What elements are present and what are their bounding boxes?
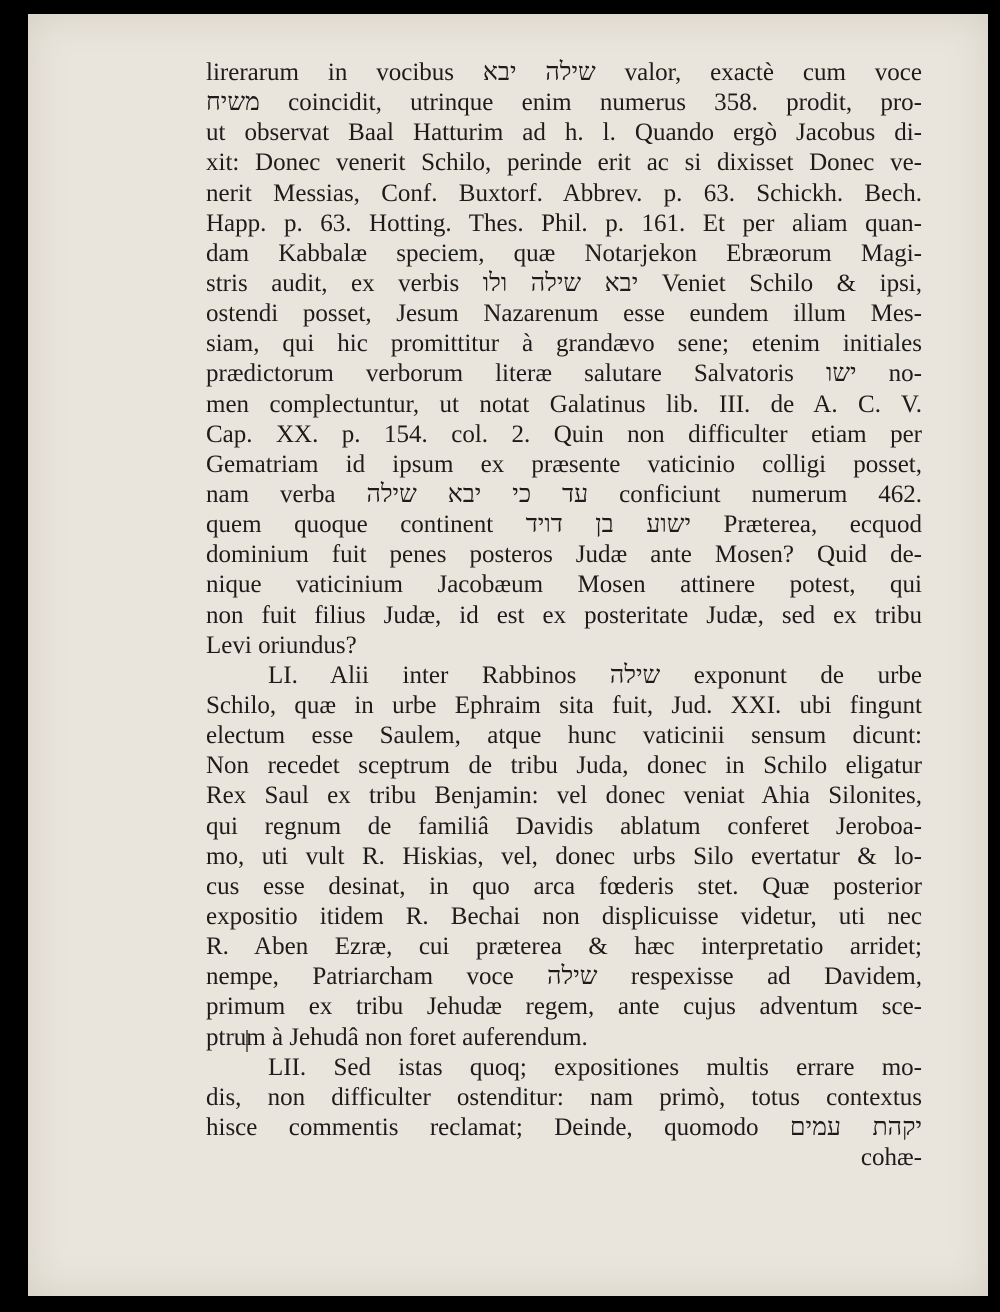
text-line: nam verba עד כי יבא שילה conficiunt numerum 462. (206, 480, 922, 508)
text-line: expositio itidem R. Bechai non displicuisse videtur, uti nec (206, 902, 922, 930)
text-line: electum esse Saulem, atque hunc vaticinii sensum dicunt: (206, 722, 922, 750)
text-line: Non recedet sceptrum de tribu Juda, donec in Schilo eligatur (206, 752, 922, 780)
text-line: quem quoque continent ישוע בן דויד Præterea, ecquod (206, 511, 922, 539)
text-line: mo, uti vult R. Hiskias, vel, donec urbs Silo evertatur & lo- (206, 842, 922, 870)
text-line: nempe, Patriarcham voce שילה respexisse ad Davidem, (206, 963, 922, 991)
text-line: Gematriam id ipsum ex præsente vaticinio colligi posset, (206, 450, 922, 478)
text-line: hisce commentis reclamat; Deinde, quomodo יקהת עמים (206, 1113, 922, 1141)
text-line: prædictorum verborum literæ salutare Salvatoris ישו no- (206, 360, 923, 388)
text-line: nique vaticinium Jacobæum Mosen attinere potest, qui (206, 571, 922, 599)
text-line: dam Kabbalæ speciem, quæ Notarjekon Ebræorum Magi- (206, 239, 922, 267)
text-line: ptrum à Jehudâ non foret auferendum. (206, 1023, 588, 1051)
text-line: Rex Saul ex tribu Benjamin: vel donec veniat Ahia Silonites, (206, 782, 922, 810)
text-line: dis, non difficulter ostenditur: nam primò, totus contextus (206, 1083, 922, 1111)
text-line: xit: Donec venerit Schilo, perinde erit ac si dixisset Donec ve- (206, 149, 922, 177)
text-line: cus esse desinat, in quo arca fœderis stet. Quæ posterior (206, 872, 922, 900)
text-line: ostendi posset, Jesum Nazarenum esse eundem illum Mes- (206, 300, 922, 328)
text-line: משיח coincidit, utrinque enim numerus 358. prodit, pro- (206, 89, 922, 117)
text-line: Happ. p. 63. Hotting. Thes. Phil. p. 161. Et per aliam quan- (206, 209, 922, 237)
text-line: ut observat Baal Hatturim ad h. l. Quando ergò Jacobus di- (206, 119, 922, 147)
text-line: Cap. XX. p. 154. col. 2. Quin non difficulter etiam per (206, 420, 922, 448)
catchword: cohæ- (860, 1144, 922, 1172)
text-line: qui regnum de familiâ Davidis ablatum conferet Jeroboa- (206, 812, 922, 840)
text-line: siam, qui hic promittitur à grandævo sene; etenim initiales (206, 330, 922, 358)
text-line: stris audit, ex verbis יבא שילה ולו Veniet Schilo & ipsi, (206, 269, 922, 297)
text-line: nerit Messias, Conf. Buxtorf. Abbrev. p. 63. Schickh. Bech. (206, 179, 922, 207)
text-line: Levi oriundus? (206, 631, 357, 659)
text-line: dominium fuit penes posteros Judæ ante Mosen? Quid de- (206, 541, 922, 569)
text-line: R. Aben Ezræ, cui præterea & hæc interpretatio arridet; (206, 933, 922, 961)
text-line: Schilo, quæ in urbe Ephraim sita fuit, Jud. XXI. ubi fingunt (206, 691, 922, 719)
page-text (206, 58, 922, 1173)
text-line: primum ex tribu Jehudæ regem, ante cujus adventum sce- (206, 993, 922, 1021)
text-line: lirerarum in vocibus שילה יבא valor, exactè cum voce (206, 59, 922, 86)
text-line: non fuit filius Judæ, id est ex posteritate Judæ, sed ex tribu (206, 601, 922, 629)
faint-page-mark (72, 70, 108, 88)
section-heading-line: LII. Sed istas quoq; expositiones multis errare mo- (268, 1053, 922, 1081)
section-heading-line: LI. Alii inter Rabbinos שילה exponunt de urbe (268, 661, 922, 689)
text-line: men complectuntur, ut notat Galatinus lib. III. de A. C. V. (206, 390, 922, 418)
